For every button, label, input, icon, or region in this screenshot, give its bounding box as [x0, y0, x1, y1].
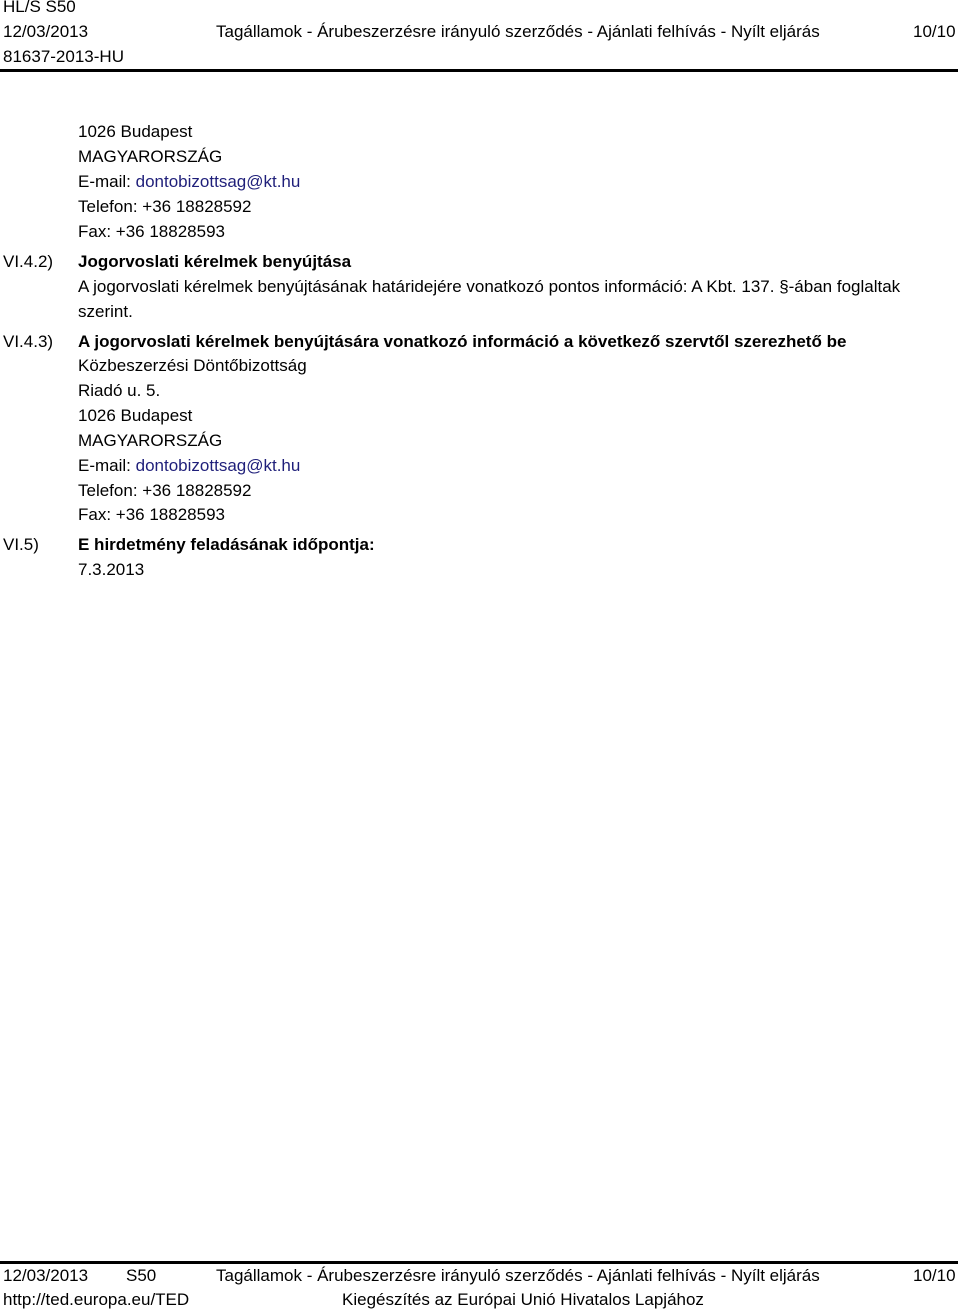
vi43-city: 1026 Budapest	[78, 406, 193, 425]
cont-email-label: E-mail:	[78, 172, 131, 191]
header-page: 10/10	[913, 22, 956, 41]
header-rule	[0, 69, 958, 72]
cont-email-link[interactable]: dontobizottsag@kt.hu	[135, 172, 301, 191]
section-heading-vi5: E hirdetmény feladásának időpontja:	[78, 535, 375, 554]
vi43-phone: Telefon: +36 18828592	[78, 481, 252, 500]
footer-url[interactable]: http://ted.europa.eu/TED	[3, 1290, 190, 1309]
cont-country: MAGYARORSZÁG	[78, 147, 223, 166]
vi5-date: 7.3.2013	[78, 560, 145, 579]
footer-title: Tagállamok - Árubeszerzésre irányuló szerződés - Ajánlati felhívás - Nyílt eljárás	[216, 1266, 820, 1285]
section-heading-vi42: Jogorvoslati kérelmek benyújtása	[78, 252, 352, 271]
footer-date: 12/03/2013	[3, 1266, 89, 1285]
vi43-org: Közbeszerzési Döntőbizottság	[78, 356, 307, 375]
section-number-vi42: VI.4.2)	[3, 252, 54, 271]
header-doc-id: 81637-2013-HU	[3, 47, 124, 66]
section-number-vi43: VI.4.3)	[3, 332, 54, 351]
footer-series: S50	[126, 1266, 157, 1285]
cont-email-line	[78, 172, 300, 192]
header-date: 12/03/2013	[3, 22, 89, 41]
section-number-vi5: VI.5)	[3, 535, 39, 554]
cont-fax: Fax: +36 18828593	[78, 222, 225, 241]
vi43-email-label: E-mail:	[78, 456, 131, 475]
cont-city: 1026 Budapest	[78, 122, 193, 141]
vi43-fax: Fax: +36 18828593	[78, 505, 225, 524]
vi43-email-line	[78, 456, 300, 476]
vi43-country: MAGYARORSZÁG	[78, 431, 223, 450]
footer-rule	[0, 1261, 958, 1264]
footer-supplement: Kiegészítés az Európai Unió Hivatalos Lapjához	[342, 1290, 704, 1309]
header-title: Tagállamok - Árubeszerzésre irányuló szerződés - Ajánlati felhívás - Nyílt eljárás	[216, 22, 820, 41]
header-ref: HL/S S50	[3, 0, 76, 16]
vi43-email-link[interactable]: dontobizottsag@kt.hu	[135, 456, 301, 475]
cont-phone: Telefon: +36 18828592	[78, 197, 252, 216]
section-heading-vi43: A jogorvoslati kérelmek benyújtására vonatkozó információ a következő szervtől szerezhető be	[78, 332, 847, 351]
footer-page: 10/10	[913, 1266, 956, 1285]
section-text-vi42: A jogorvoslati kérelmek benyújtásának határidejére vonatkozó pontos információ: A Kbt. 137. §-ában foglaltak szerint.	[78, 277, 901, 321]
vi43-street: Riadó u. 5.	[78, 381, 161, 400]
